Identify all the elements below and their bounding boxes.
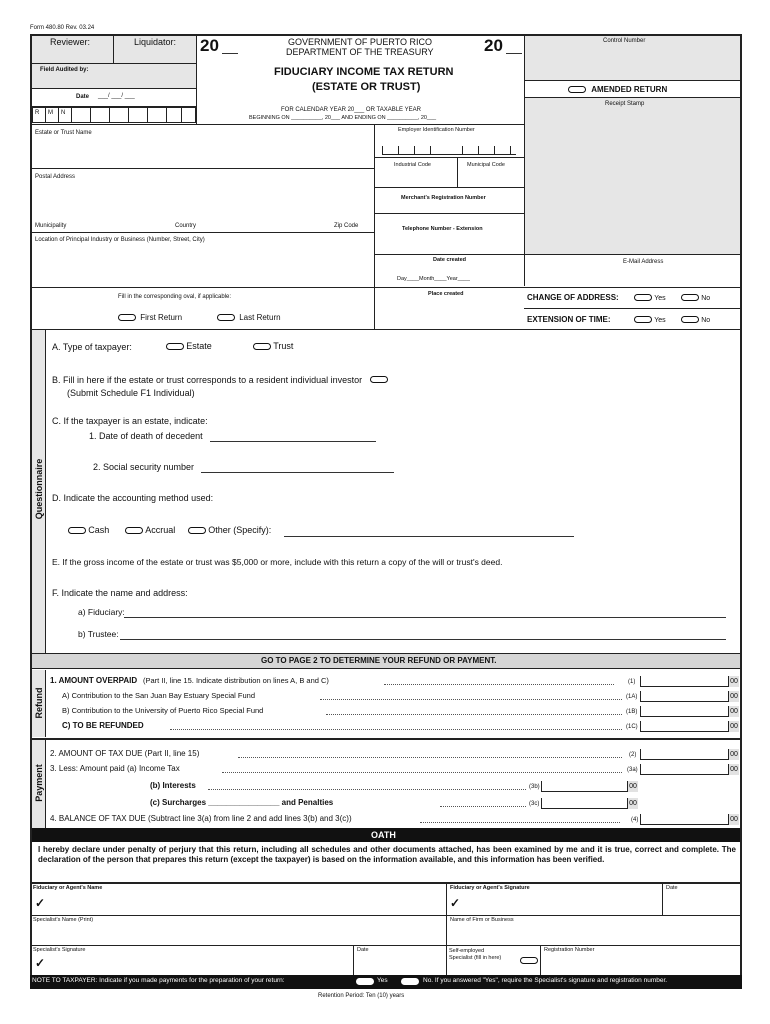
receipt-stamp-box — [525, 98, 740, 254]
day-month-year: Day____Month____Year____ — [397, 276, 470, 282]
place-created-label: Place created — [428, 291, 464, 297]
extension-no-oval[interactable] — [681, 316, 699, 323]
last-return-option[interactable] — [217, 313, 281, 322]
ref-2: (2) — [629, 752, 637, 758]
last-return-label: Last Return — [239, 313, 281, 322]
accrual-oval[interactable] — [125, 527, 143, 534]
ref-4: (4) — [631, 817, 639, 823]
location-label: Location of Principal Industry or Business (Number, Street, City) — [35, 237, 205, 243]
ref-1: (1) — [628, 679, 636, 685]
cents-1: 00 — [728, 676, 739, 687]
tax-due-field[interactable] — [640, 749, 728, 760]
country-label: Country — [175, 223, 197, 229]
cash-label: Cash — [88, 525, 110, 535]
control-number-label: Control Number — [603, 38, 646, 44]
fiduciary-sig-label: Fiduciary or Agent's Signature — [450, 885, 530, 891]
yes-label: Yes — [654, 295, 666, 302]
extension-time-no[interactable] — [681, 315, 710, 324]
income-tax-paid-field[interactable] — [640, 764, 728, 775]
q-c2-label: 2. Social security number — [93, 462, 195, 472]
date-created-label: Date created — [433, 257, 467, 263]
payment-side-label: Payment — [34, 764, 44, 802]
municipal-code-label: Municipal Code — [467, 162, 505, 168]
rmn-m: M — [48, 110, 53, 116]
q-a-label: A. Type of taxpayer: — [52, 342, 132, 352]
cents-3c: 00 — [627, 798, 638, 809]
change-address-no[interactable] — [681, 293, 710, 302]
amended-oval[interactable] — [568, 86, 586, 93]
zip-code-label: Zip Code — [334, 223, 359, 229]
field-audited-label: Field Audited by: — [40, 67, 89, 73]
q-a-estate-option[interactable] — [166, 341, 212, 351]
no-label: No — [701, 295, 711, 302]
specialist-sig-label: Specialist's Signature — [33, 947, 86, 953]
date-label: Date — [357, 947, 369, 953]
fiduciary-name-label: Fiduciary or Agent's Name — [33, 885, 103, 891]
refund-line1: 1. AMOUNT OVERPAID — [50, 676, 138, 685]
accrual-option[interactable] — [125, 525, 175, 535]
change-address-yes[interactable] — [634, 293, 666, 302]
refund-line1a: A) Contribution to the San Juan Bay Estuary Special Fund — [62, 691, 256, 700]
ssn-field[interactable] — [201, 472, 394, 473]
date-label: Date — [76, 94, 90, 100]
ref-3a: (3a) — [627, 767, 638, 773]
questionnaire-side-label: Questionnaire — [34, 458, 44, 520]
rmn-n: N — [61, 110, 66, 116]
registration-label: Registration Number — [544, 947, 595, 953]
payment-line2: 2. AMOUNT OF TAX DUE (Part II, line 15) — [50, 749, 200, 758]
to-be-refunded-field[interactable] — [640, 721, 728, 732]
year-left: 20 — [200, 36, 219, 55]
fiduciary-signature-field[interactable] — [450, 895, 660, 913]
reviewer-label: Reviewer: — [50, 37, 91, 47]
cents-2: 00 — [728, 749, 739, 760]
postal-address-label: Postal Address — [35, 174, 76, 180]
industrial-code-label: Industrial Code — [394, 162, 431, 168]
extension-time-label: EXTENSION OF TIME: — [527, 315, 611, 324]
other-option[interactable] — [188, 525, 271, 535]
estate-name-label: Estate or Trust Name — [35, 130, 92, 136]
payment-line3b: (b) Interests — [150, 781, 196, 790]
amount-overpaid-field[interactable] — [640, 676, 728, 687]
receipt-stamp-label: Receipt Stamp — [605, 101, 645, 107]
estate-oval[interactable] — [166, 343, 184, 350]
fill-oval-label: Fill in the corresponding oval, if applicable: — [118, 294, 232, 300]
yes-label: Yes — [654, 317, 666, 324]
q-fb-label: b) Trustee: — [78, 629, 119, 639]
date-slashes: ___/ ___/ ___ — [98, 93, 135, 99]
rmn-grid — [32, 107, 196, 123]
fiduciary-name-field[interactable] — [33, 895, 445, 913]
firm-name-label: Name of Firm or Business — [450, 917, 514, 923]
extension-yes-oval[interactable] — [634, 316, 652, 323]
payment-line3: 3. Less: Amount paid (a) Income Tax — [50, 764, 180, 773]
trust-label: Trust — [273, 341, 294, 351]
first-return-oval[interactable] — [118, 314, 136, 321]
refund-line1b: B) Contribution to the University of Puerto Rico Special Fund — [62, 706, 264, 715]
footer-note-b: No. If you answered "Yes", require the Specialist's signature and registration number. — [423, 977, 668, 984]
q-b-label: B. Fill in here if the estate or trust corresponds to a resident individual investor — [52, 375, 363, 385]
accrual-label: Accrual — [145, 525, 176, 535]
ref-3b: (3b) — [529, 784, 540, 790]
oath-text: I hereby declare under penalty of perjury that this return, including all schedules and other documents attached, has been examined by me and it is true, correct and complete. The declaration of the person that prepares this return (except the taxpayer) is based on the information available, and this information has been verified. — [38, 845, 736, 864]
cents-3a: 00 — [728, 764, 739, 775]
check-icon: ✓ — [35, 896, 46, 910]
last-return-oval[interactable] — [217, 314, 235, 321]
upr-fund-field[interactable] — [640, 706, 728, 717]
form-subtitle: (ESTATE OR TRUST) — [312, 81, 421, 93]
trust-oval[interactable] — [253, 343, 271, 350]
retention-period: Retention Period: Ten (10) years — [318, 993, 405, 999]
change-address-label: CHANGE OF ADDRESS: — [527, 293, 619, 302]
q-c-label: C. If the taxpayer is an estate, indicate: — [52, 416, 208, 426]
payment-line4: 4. BALANCE OF TAX DUE (Subtract line 3(a) from line 2 and add lines 3(b) and 3(c)) — [50, 814, 352, 823]
municipality-label: Municipality — [35, 223, 67, 229]
change-address-yes-oval[interactable] — [634, 294, 652, 301]
ref-1b: (1B) — [626, 709, 638, 715]
self-employed-label: Self-employed Specialist (fill in here) — [449, 948, 502, 961]
no-label: No — [701, 317, 711, 324]
ein-field[interactable] — [382, 146, 516, 155]
footer-yes-label: Yes — [377, 977, 388, 984]
ein-label: Employer Identification Number — [398, 127, 475, 133]
telephone-label: Telephone Number - Extension — [402, 226, 483, 232]
q-d-label: D. Indicate the accounting method used: — [52, 493, 214, 503]
payment-line3c: (c) Surcharges ________________ and Penalties — [150, 798, 334, 807]
ref-1c: (1C) — [626, 724, 638, 730]
year-right: 20 — [484, 36, 503, 55]
check-icon: ✓ — [450, 896, 461, 910]
q-b-oval[interactable] — [370, 376, 388, 383]
death-date-field[interactable] — [210, 441, 376, 442]
form-number: Form 480.80 Rev. 03.24 — [30, 25, 95, 31]
fiduciary-field[interactable] — [124, 617, 726, 618]
first-return-option[interactable] — [118, 313, 182, 322]
refund-line1c: C) TO BE REFUNDED — [62, 721, 144, 730]
q-b-note: (Submit Schedule F1 Individual) — [67, 388, 195, 398]
estate-label: Estate — [186, 341, 212, 351]
gov-line2: DEPARTMENT OF THE TREASURY — [286, 47, 434, 57]
ref-3c: (3c) — [529, 801, 540, 807]
interests-field[interactable] — [541, 781, 627, 792]
q-fa-label: a) Fiduciary: — [78, 607, 125, 617]
self-employed-oval[interactable] — [520, 957, 538, 964]
registration-field[interactable] — [544, 956, 738, 972]
trustee-field[interactable] — [120, 639, 726, 640]
cash-oval[interactable] — [68, 527, 86, 534]
amended-return-option[interactable] — [568, 85, 667, 94]
q-a-trust-option[interactable] — [253, 341, 293, 351]
first-return-label: First Return — [140, 313, 183, 322]
q-f-label: F. Indicate the name and address: — [52, 588, 188, 598]
liquidator-label: Liquidator: — [134, 37, 177, 47]
balance-due-field[interactable] — [640, 814, 728, 825]
email-label: E-Mail Address — [623, 259, 664, 265]
cash-option[interactable] — [68, 525, 109, 535]
oath-title: OATH — [371, 830, 396, 840]
check-icon: ✓ — [35, 956, 46, 970]
goto-banner-text: GO TO PAGE 2 TO DETERMINE YOUR REFUND OR PAYMENT. — [261, 656, 497, 665]
cents-4: 00 — [728, 814, 739, 825]
q-e-label: E. If the gross income of the estate or trust was $5,000 or more, include with this return a copy of the will or trust's deed. — [52, 557, 503, 567]
refund-side-label: Refund — [34, 687, 44, 719]
cents-1b: 00 — [728, 706, 739, 717]
footer-yes-oval[interactable] — [356, 978, 374, 985]
cents-1a: 00 — [728, 691, 739, 702]
calendar-line: FOR CALENDAR YEAR 20___ OR TAXABLE YEAR — [281, 107, 421, 113]
gov-line1: GOVERNMENT OF PUERTO RICO — [288, 37, 433, 47]
form-title: FIDUCIARY INCOME TAX RETURN — [274, 66, 454, 78]
extension-time-yes[interactable] — [634, 315, 666, 324]
amended-label: AMENDED RETURN — [591, 85, 668, 94]
merchant-reg-label: Merchant's Registration Number — [401, 195, 486, 201]
specialist-signature-field[interactable] — [33, 955, 351, 973]
footer-note-a: NOTE TO TAXPAYER: Indicate if you made payments for the preparation of your return: — [32, 977, 285, 984]
other-specify-field[interactable] — [284, 536, 574, 537]
footer-no-oval[interactable] — [401, 978, 419, 985]
rmn-r: R — [35, 110, 40, 116]
surcharges-field[interactable] — [541, 798, 627, 809]
specialist-name-field[interactable] — [33, 926, 445, 942]
other-label: Other (Specify): — [208, 525, 272, 535]
cents-1c: 00 — [728, 721, 739, 732]
specialist-name-label: Specialist's Name (Print) — [33, 917, 94, 923]
date-label: Date — [666, 885, 678, 891]
q-c1-label: 1. Date of death of decedent — [89, 431, 203, 441]
period-line: BEGINNING ON __________, 20___ AND ENDING ON __________, 20___ — [249, 115, 437, 121]
other-oval[interactable] — [188, 527, 206, 534]
ref-1a: (1A) — [626, 694, 638, 700]
estuary-fund-field[interactable] — [640, 691, 728, 702]
refund-line1-detail: (Part II, line 15. Indicate distribution on lines A, B and C) — [143, 676, 329, 685]
change-address-no-oval[interactable] — [681, 294, 699, 301]
cents-3b: 00 — [627, 781, 638, 792]
